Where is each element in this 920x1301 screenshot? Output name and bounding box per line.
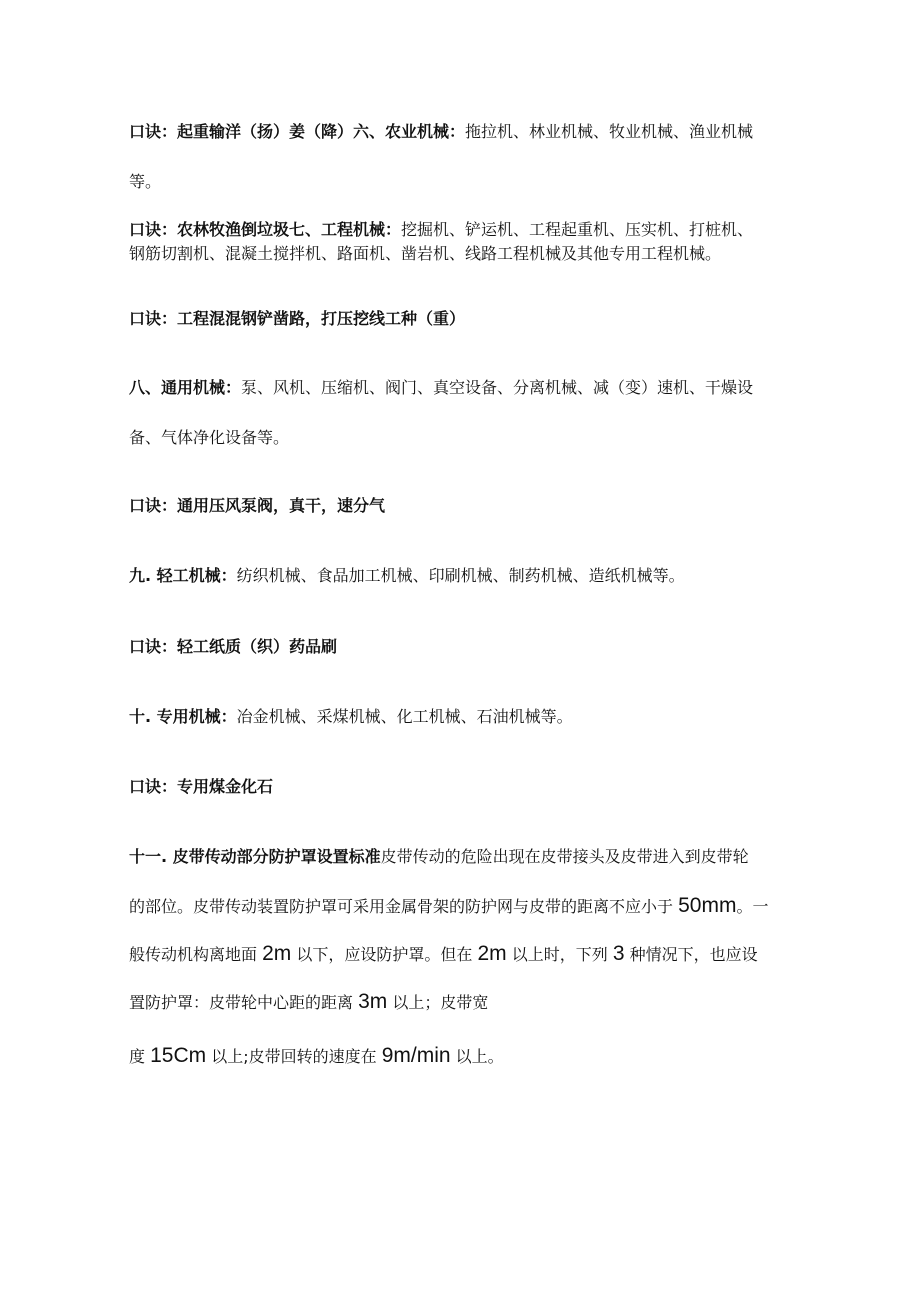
body-text: 种情况下，也应设 [624, 945, 758, 964]
body-text: 纺织机械、食品加工机械、印刷机械、制药机械、造纸机械等。 [236, 566, 685, 585]
text-line-9 [129, 566, 799, 586]
text-line-8 [129, 496, 799, 516]
measurement-value: 3 [612, 942, 625, 965]
body-text: 。一 [736, 897, 769, 916]
measurement-value: 2m [262, 942, 292, 965]
text-line-1 [129, 122, 799, 142]
text-line-7 [129, 428, 799, 448]
text-line-17 [129, 1046, 799, 1067]
body-text: 以上;皮带回转的速度在 [206, 1047, 382, 1066]
text-line-14 [129, 896, 799, 917]
measurement-value: 50mm [678, 894, 737, 917]
text-line-10 [129, 637, 799, 657]
text-line-2 [129, 172, 799, 192]
body-text: 挖掘机、铲运机、工程起重机、压实机、打桩机、 [401, 220, 754, 239]
section-heading: 十. 专用机械： [129, 707, 237, 726]
body-text: 度 [129, 1047, 151, 1066]
text-line-5 [129, 309, 799, 329]
text-line-16 [129, 992, 799, 1013]
text-line-4 [129, 244, 799, 264]
mnemonic-label: 口诀：农林牧渔倒垃圾七、工程机械： [129, 220, 402, 239]
measurement-value: 3m [358, 990, 388, 1013]
mnemonic-label: 口诀：起重输洋（扬）姜（降）六、农业机械： [129, 122, 466, 141]
body-text: 以下，应设防护罩。但在 [291, 945, 478, 964]
body-text: 般传动机构离地面 [129, 945, 263, 964]
section-heading: 八、通用机械： [129, 378, 242, 397]
mnemonic-label: 口诀：工程混混钢铲凿路，打压挖线工种（重） [129, 309, 466, 328]
body-text: 泵、风机、压缩机、阀门、真空设备、分离机械、减（变）速机、干燥设 [241, 378, 754, 397]
body-text: 拖拉机、林业机械、牧业机械、渔业机械 [465, 122, 754, 141]
mnemonic-label: 口诀：专用煤金化石 [129, 777, 274, 796]
mnemonic-label: 口诀：轻工纸质（织）药品刷 [129, 637, 338, 656]
body-text: 以上时，下列 [506, 945, 613, 964]
body-text: 备、气体净化设备等。 [129, 428, 290, 447]
text-line-6 [129, 378, 799, 398]
section-heading: 九. 轻工机械： [129, 566, 237, 585]
body-text: 皮带传动的危险出现在皮带接头及皮带进入到皮带轮 [380, 847, 749, 866]
body-text: 以上。 [450, 1047, 504, 1066]
measurement-value: 9m/min [381, 1044, 451, 1067]
section-heading: 十一. 皮带传动部分防护罩设置标准 [129, 847, 381, 866]
body-text: 以上；皮带宽 [387, 993, 489, 1012]
text-line-11 [129, 707, 799, 727]
body-text: 等。 [129, 172, 162, 191]
body-text: 的部位。皮带传动装置防护罩可采用金属骨架的防护网与皮带的距离不应小于 [129, 897, 679, 916]
measurement-value: 15Cm [150, 1044, 207, 1067]
text-line-3 [129, 220, 799, 240]
measurement-value: 2m [477, 942, 507, 965]
text-line-13 [129, 847, 799, 867]
mnemonic-label: 口诀：通用压风泵阀，真干，速分气 [129, 496, 386, 515]
text-line-15 [129, 944, 799, 965]
body-text: 冶金机械、采煤机械、化工机械、石油机械等。 [236, 707, 573, 726]
body-text: 钢筋切割机、混凝土搅拌机、路面机、凿岩机、线路工程机械及其他专用工程机械。 [129, 244, 722, 263]
body-text: 置防护罩：皮带轮中心距的距离 [129, 993, 359, 1012]
text-line-12 [129, 777, 799, 797]
